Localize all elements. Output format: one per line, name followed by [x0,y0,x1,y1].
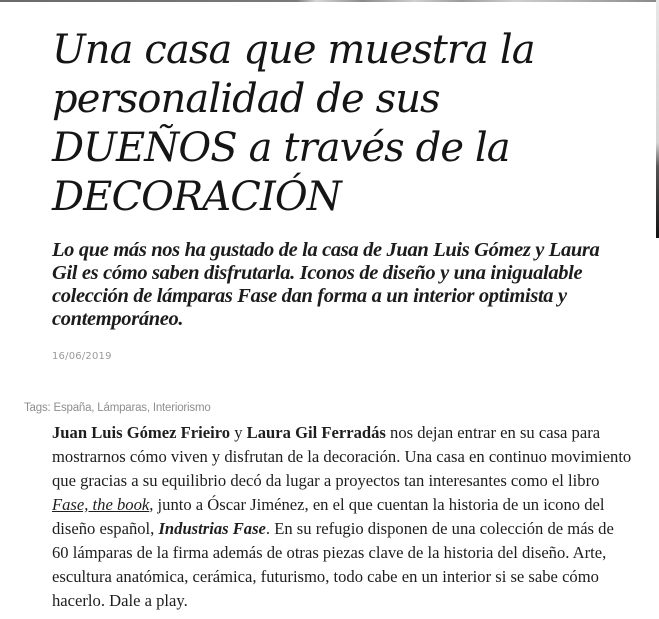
body-line [52,493,652,517]
subtitle-line: Gil es cómo saben disfrutarla. Iconos de diseño y una inigualable [52,262,583,284]
article-body [52,421,652,613]
tags-label: Tags: [24,402,54,414]
body-line: escultura anatómica, cerámica, futurismo, todo cabe en un interior si se sabe cómo [52,567,599,586]
body-line [52,517,652,541]
article-headline [52,26,592,222]
body-line: mostrarnos cómo viven y disfrutan de la decoración. Una casa en continuo movimiento [52,447,632,466]
body-text-segment: diseño español, [52,519,159,538]
body-line [52,421,652,445]
body-text-segment: nos dejan entrar en su casa para [385,423,601,442]
body-line: que gracias a su equilibrio decó da lugar a proyectos tan interesantes como el libro [52,471,600,490]
tags-list [24,402,211,414]
brand-name: Industrias Fase [158,519,266,538]
person-name: Laura Gil Ferradás [246,423,386,442]
subtitle-line: Lo que más nos ha gustado de la casa de Juan Luis Gómez y Laura [52,239,600,261]
tag-separator: , [146,402,153,414]
tag-link-espana[interactable]: España [53,402,92,414]
book-link[interactable]: Fase, the book [52,495,150,514]
headline-line: DUEÑOS a través de la [52,125,510,171]
body-text-segment: , junto a Óscar Jiménez, en el que cuentan la historia de un icono del [149,495,605,514]
article-subtitle [52,239,622,331]
window-top-edge [0,0,659,2]
headline-line: personalidad de sus [52,76,440,122]
headline-line: DECORACIÓN [52,174,341,220]
body-text-segment: y [230,423,247,442]
tag-separator: , [91,402,98,414]
headline-line: Una casa que muestra la [52,27,535,73]
subtitle-line: contemporáneo. [52,308,184,330]
tag-link-interiorismo[interactable]: Interiorismo [152,402,211,414]
publish-date: 16/06/2019 [52,351,112,362]
body-line: hacerlo. Dale a play. [52,591,188,610]
body-text-segment: . En su refugio disponen de una colección de más de [265,519,614,538]
subtitle-line: colección de lámparas Fase dan forma a un interior optimista y [52,285,567,307]
body-line: 60 lámparas de la firma además de otras piezas clave de la historia del diseño. Arte, [52,543,607,562]
person-name: Juan Luis Gómez Frieiro [52,423,231,442]
tag-link-lamparas[interactable]: Lámparas [97,402,147,414]
